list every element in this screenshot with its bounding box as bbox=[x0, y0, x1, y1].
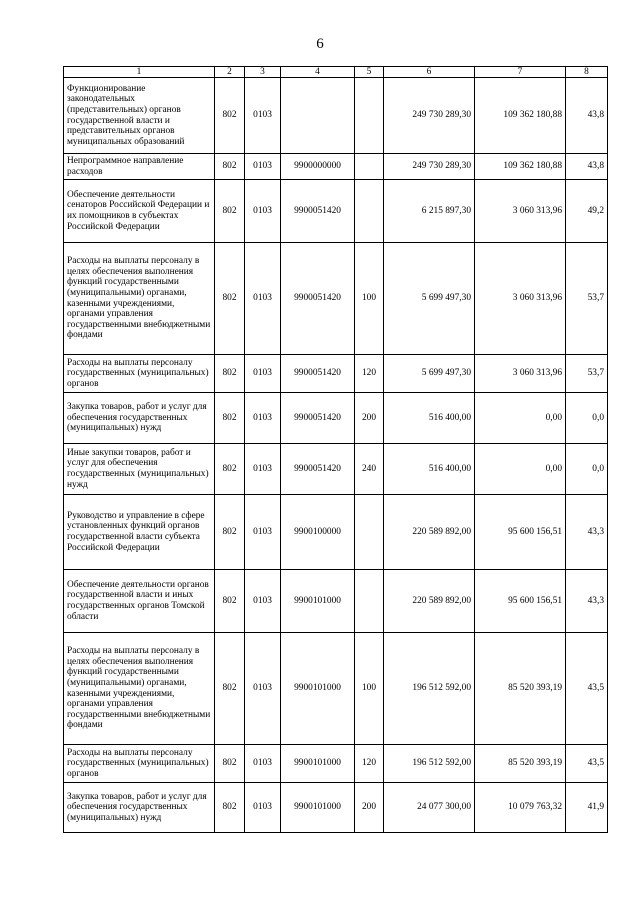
row-grbs: 802 bbox=[215, 78, 245, 154]
row-vr bbox=[355, 78, 384, 154]
row-grbs: 802 bbox=[215, 154, 245, 180]
row-percent: 43,5 bbox=[566, 633, 608, 745]
row-vr: 120 bbox=[355, 355, 384, 393]
row-plan: 5 699 497,30 bbox=[384, 355, 475, 393]
row-section: 0103 bbox=[245, 355, 281, 393]
row-target bbox=[281, 78, 355, 154]
table-row bbox=[64, 180, 608, 243]
row-name: Иные закупки товаров, работ и услуг для обеспечения государственных (муниципальных) нужд bbox=[64, 444, 215, 495]
row-section: 0103 bbox=[245, 154, 281, 180]
row-grbs: 802 bbox=[215, 633, 245, 745]
row-name: Функционирование законодательных (представительных) органов государственной власти и представительных органов муниципальных образований bbox=[64, 78, 215, 154]
row-plan: 516 400,00 bbox=[384, 444, 475, 495]
col-header-percent: 8 bbox=[566, 67, 608, 78]
col-header-grbs: 2 bbox=[215, 67, 245, 78]
row-percent: 43,3 bbox=[566, 570, 608, 633]
row-plan: 516 400,00 bbox=[384, 393, 475, 444]
row-plan: 5 699 497,30 bbox=[384, 243, 475, 355]
row-target: 9900051420 bbox=[281, 243, 355, 355]
row-actual: 0,00 bbox=[475, 444, 566, 495]
row-grbs: 802 bbox=[215, 180, 245, 243]
row-section: 0103 bbox=[245, 570, 281, 633]
row-target: 9900101000 bbox=[281, 633, 355, 745]
row-grbs: 802 bbox=[215, 444, 245, 495]
row-grbs: 802 bbox=[215, 393, 245, 444]
table-row bbox=[64, 633, 608, 745]
row-grbs: 802 bbox=[215, 783, 245, 833]
col-header-vr: 5 bbox=[355, 67, 384, 78]
row-section: 0103 bbox=[245, 444, 281, 495]
row-percent: 41,9 bbox=[566, 783, 608, 833]
row-actual: 109 362 180,88 bbox=[475, 78, 566, 154]
row-plan: 249 730 289,30 bbox=[384, 78, 475, 154]
row-actual: 3 060 313,96 bbox=[475, 180, 566, 243]
row-actual: 109 362 180,88 bbox=[475, 154, 566, 180]
row-plan: 196 512 592,00 bbox=[384, 633, 475, 745]
row-section: 0103 bbox=[245, 633, 281, 745]
row-plan: 6 215 897,30 bbox=[384, 180, 475, 243]
budget-table bbox=[63, 66, 608, 833]
col-header-actual: 7 bbox=[475, 67, 566, 78]
row-target: 9900101000 bbox=[281, 783, 355, 833]
row-name: Расходы на выплаты персоналу в целях обеспечения выполнения функций государственными (муниципальными) органами, казенными учреждениями, органами управления государственными внебюджетными фондами bbox=[64, 633, 215, 745]
row-actual: 0,00 bbox=[475, 393, 566, 444]
row-target: 9900000000 bbox=[281, 154, 355, 180]
row-target: 9900051420 bbox=[281, 180, 355, 243]
row-section: 0103 bbox=[245, 393, 281, 444]
row-section: 0103 bbox=[245, 745, 281, 783]
row-grbs: 802 bbox=[215, 243, 245, 355]
row-name: Обеспечение деятельности сенаторов Российской Федерации и их помощников в субъектах Российской Федерации bbox=[64, 180, 215, 243]
row-percent: 0,0 bbox=[566, 393, 608, 444]
table-row bbox=[64, 570, 608, 633]
row-target: 9900051420 bbox=[281, 355, 355, 393]
row-name: Обеспечение деятельности органов государственной власти и иных государственных органов Томской области bbox=[64, 570, 215, 633]
col-header-section: 3 bbox=[245, 67, 281, 78]
table-row bbox=[64, 783, 608, 833]
table-row bbox=[64, 495, 608, 570]
row-section: 0103 bbox=[245, 783, 281, 833]
row-actual: 85 520 393,19 bbox=[475, 745, 566, 783]
row-section: 0103 bbox=[245, 495, 281, 570]
row-vr bbox=[355, 180, 384, 243]
row-percent: 43,5 bbox=[566, 745, 608, 783]
row-actual: 95 600 156,51 bbox=[475, 570, 566, 633]
row-plan: 220 589 892,00 bbox=[384, 570, 475, 633]
row-name: Непрограммное направление расходов bbox=[64, 154, 215, 180]
row-vr bbox=[355, 570, 384, 633]
row-target: 9900101000 bbox=[281, 745, 355, 783]
row-vr: 200 bbox=[355, 783, 384, 833]
row-section: 0103 bbox=[245, 78, 281, 154]
row-grbs: 802 bbox=[215, 355, 245, 393]
row-actual: 10 079 763,32 bbox=[475, 783, 566, 833]
col-header-name: 1 bbox=[64, 67, 215, 78]
row-plan: 249 730 289,30 bbox=[384, 154, 475, 180]
table-row bbox=[64, 154, 608, 180]
row-vr: 200 bbox=[355, 393, 384, 444]
row-actual: 3 060 313,96 bbox=[475, 243, 566, 355]
row-target: 9900100000 bbox=[281, 495, 355, 570]
table-row bbox=[64, 393, 608, 444]
row-vr bbox=[355, 495, 384, 570]
row-plan: 196 512 592,00 bbox=[384, 745, 475, 783]
row-vr bbox=[355, 154, 384, 180]
row-name: Расходы на выплаты персоналу государственных (муниципальных) органов bbox=[64, 355, 215, 393]
row-actual: 3 060 313,96 bbox=[475, 355, 566, 393]
table-row bbox=[64, 243, 608, 355]
row-percent: 43,8 bbox=[566, 154, 608, 180]
header-row bbox=[64, 67, 608, 78]
col-header-plan: 6 bbox=[384, 67, 475, 78]
row-percent: 43,8 bbox=[566, 78, 608, 154]
row-vr: 100 bbox=[355, 243, 384, 355]
row-actual: 95 600 156,51 bbox=[475, 495, 566, 570]
row-vr: 240 bbox=[355, 444, 384, 495]
col-header-target: 4 bbox=[281, 67, 355, 78]
row-grbs: 802 bbox=[215, 495, 245, 570]
row-percent: 49,2 bbox=[566, 180, 608, 243]
table-row bbox=[64, 355, 608, 393]
table-row bbox=[64, 78, 608, 154]
row-percent: 53,7 bbox=[566, 243, 608, 355]
row-grbs: 802 bbox=[215, 570, 245, 633]
row-actual: 85 520 393,19 bbox=[475, 633, 566, 745]
row-plan: 220 589 892,00 bbox=[384, 495, 475, 570]
row-section: 0103 bbox=[245, 243, 281, 355]
row-name: Расходы на выплаты персоналу государственных (муниципальных) органов bbox=[64, 745, 215, 783]
row-target: 9900051420 bbox=[281, 393, 355, 444]
row-vr: 120 bbox=[355, 745, 384, 783]
row-section: 0103 bbox=[245, 180, 281, 243]
table-row bbox=[64, 444, 608, 495]
row-target: 9900051420 bbox=[281, 444, 355, 495]
page-number: 6 bbox=[316, 36, 324, 52]
row-percent: 53,7 bbox=[566, 355, 608, 393]
table-row bbox=[64, 745, 608, 783]
row-name: Закупка товаров, работ и услуг для обеспечения государственных (муниципальных) нужд bbox=[64, 783, 215, 833]
row-plan: 24 077 300,00 bbox=[384, 783, 475, 833]
row-percent: 0,0 bbox=[566, 444, 608, 495]
row-percent: 43,3 bbox=[566, 495, 608, 570]
row-vr: 100 bbox=[355, 633, 384, 745]
row-name: Расходы на выплаты персоналу в целях обеспечения выполнения функций государственными (муниципальными) органами, казенными учреждениями, органами управления государственными внебюджетными фондами bbox=[64, 243, 215, 355]
row-grbs: 802 bbox=[215, 745, 245, 783]
row-name: Закупка товаров, работ и услуг для обеспечения государственных (муниципальных) нужд bbox=[64, 393, 215, 444]
row-target: 9900101000 bbox=[281, 570, 355, 633]
row-name: Руководство и управление в сфере установленных функций органов государственной власти субъекта Российской Федерации bbox=[64, 495, 215, 570]
